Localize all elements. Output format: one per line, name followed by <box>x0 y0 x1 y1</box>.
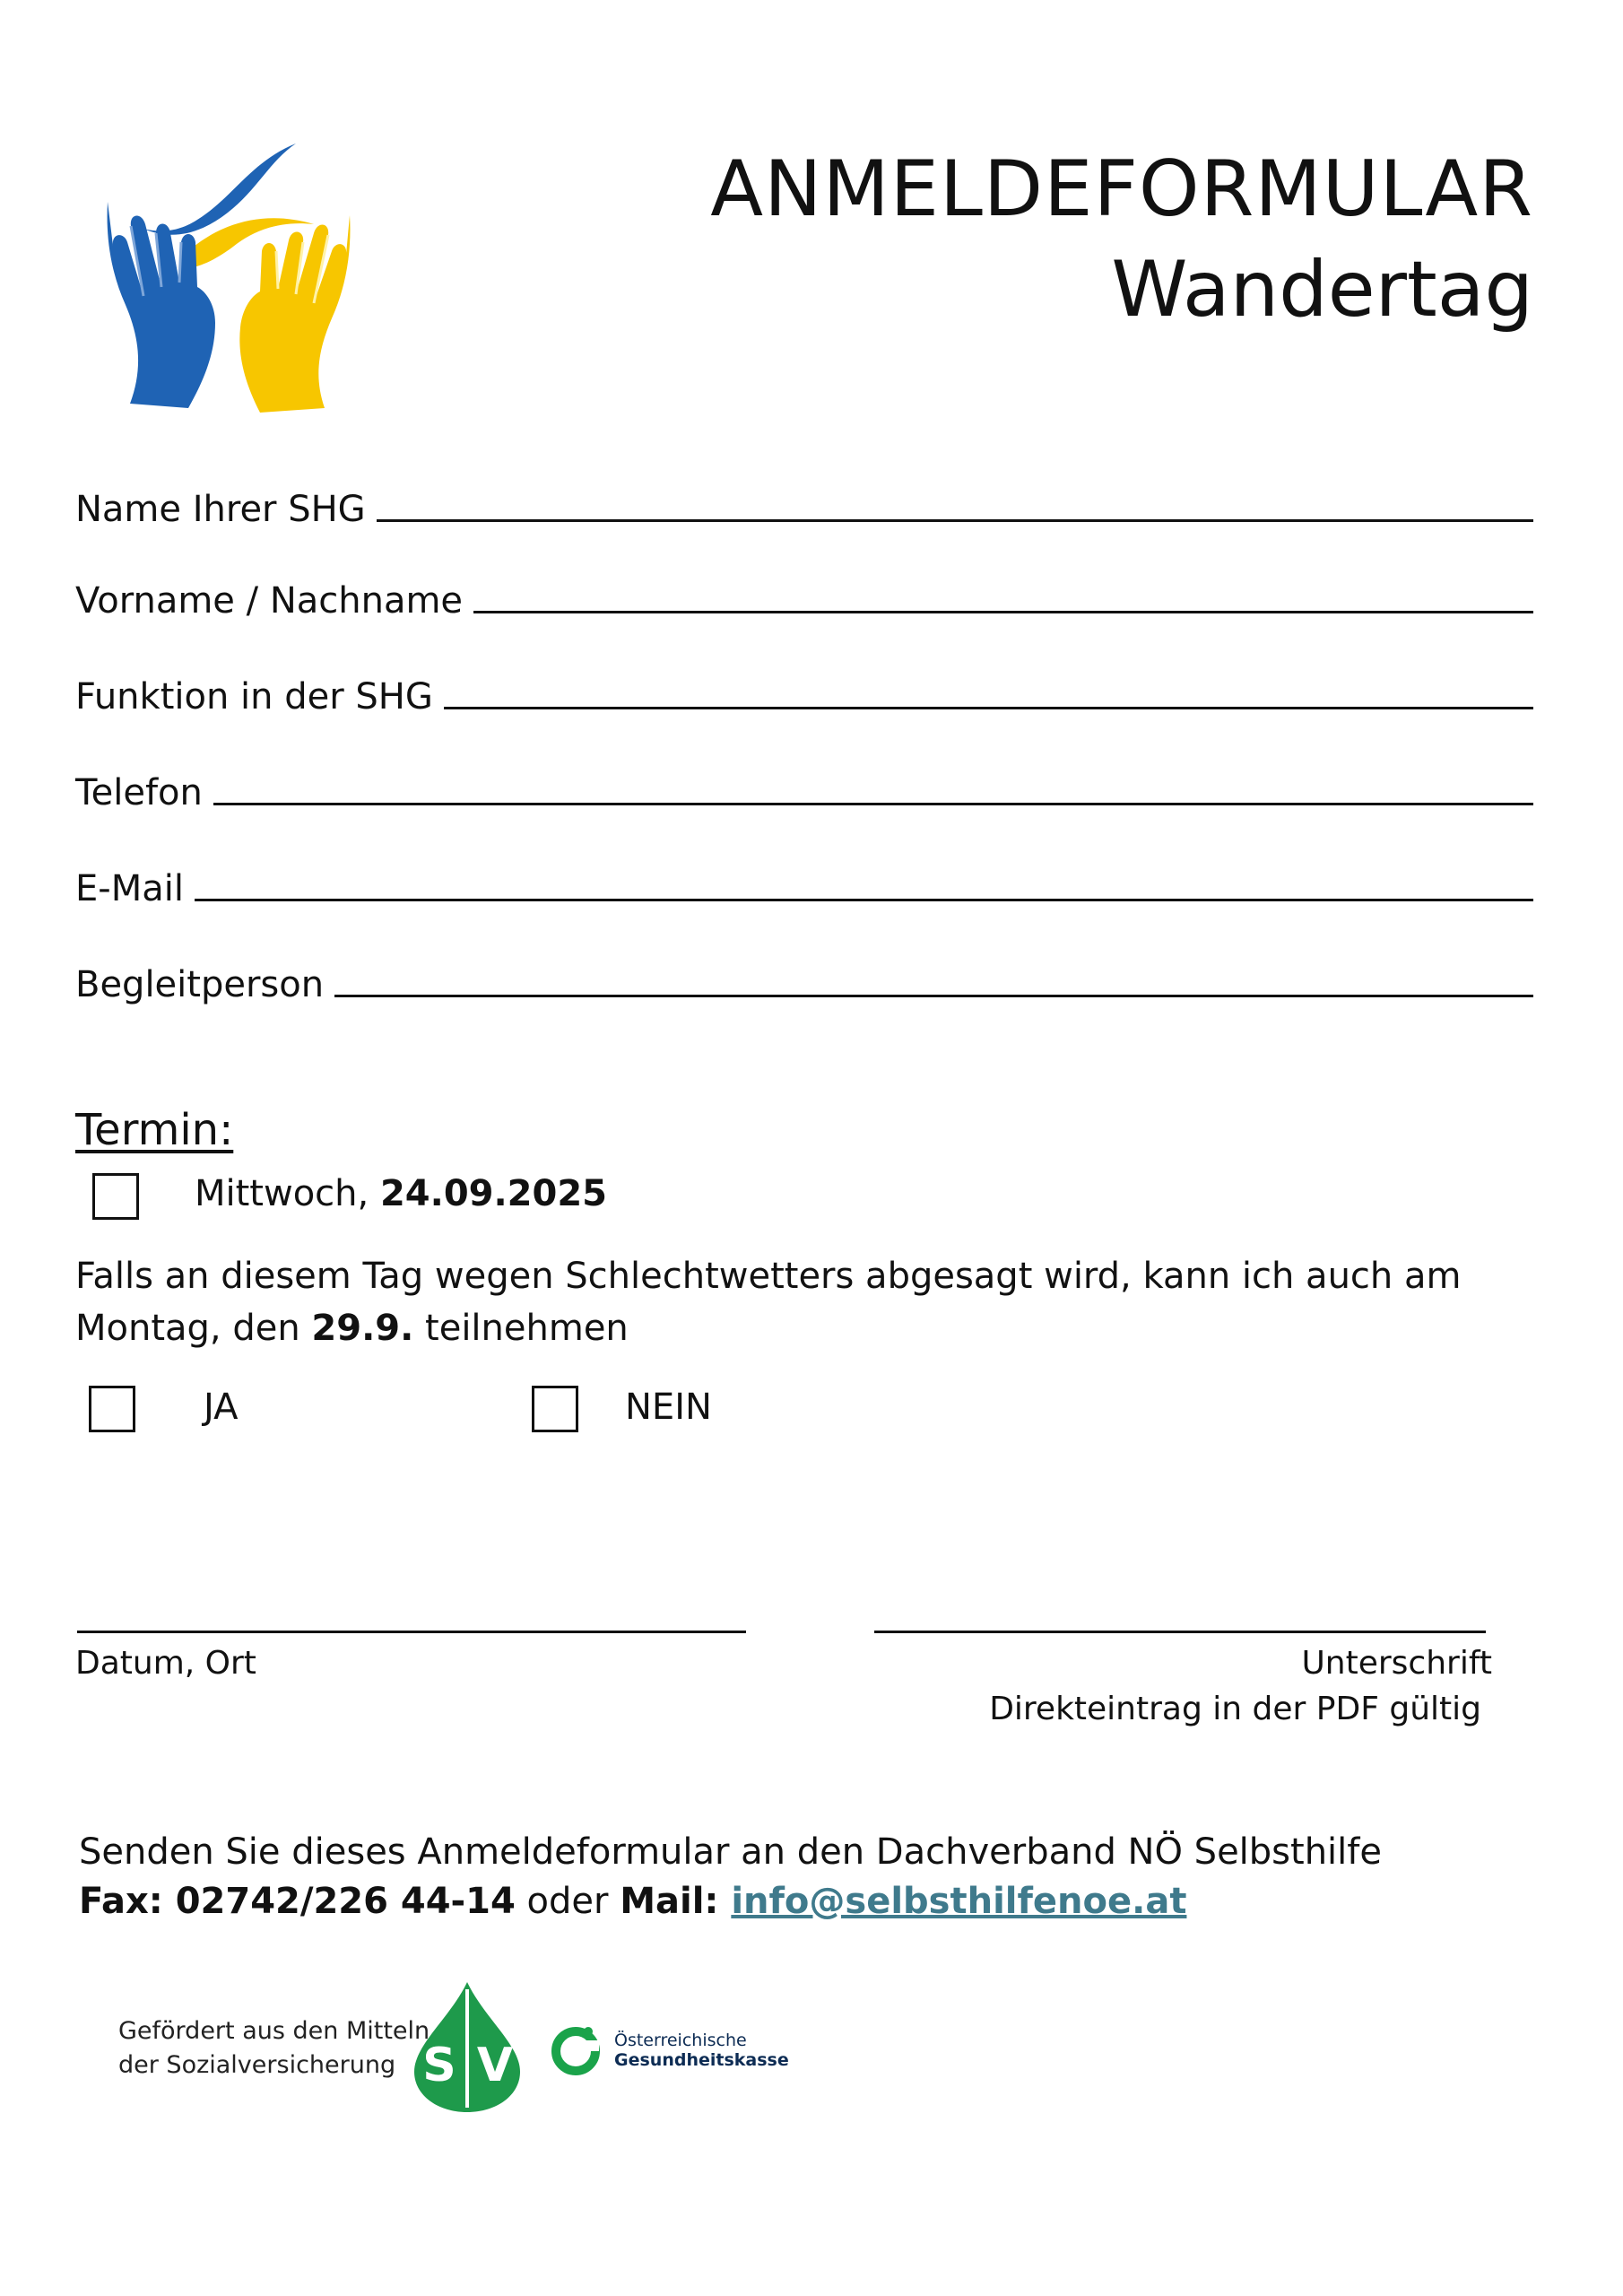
fallback-part1: Falls an diesem Tag wegen Schlechtwetters abgesagt wird, kann ich auch am Montag, den <box>75 1256 1462 1349</box>
signature-label: Unterschrift <box>1301 1645 1492 1682</box>
form-subtitle: Wandertag <box>1111 245 1533 335</box>
field-function <box>75 663 1533 718</box>
fallback-part2: teilnehmen <box>413 1308 629 1349</box>
date-option-label <box>195 1173 607 1214</box>
no-checkbox[interactable] <box>532 1386 578 1432</box>
hands-logo-icon <box>90 135 368 422</box>
date-place-line[interactable] <box>77 1631 746 1633</box>
selbsthilfe-logo <box>90 135 368 422</box>
or-text: oder <box>515 1881 621 1922</box>
field-phone <box>75 759 1533 814</box>
sv-logo <box>414 1982 520 2112</box>
sv-letter-s: S <box>422 2039 456 2092</box>
signature-line[interactable] <box>874 1631 1486 1633</box>
termin-heading: Termin: <box>75 1105 234 1155</box>
field-label: Telefon <box>75 772 203 813</box>
field-companion <box>75 951 1533 1006</box>
funding-line: der Sozialversicherung <box>118 2051 396 2079</box>
ogk-line2: Gesundheitskasse <box>614 2050 789 2070</box>
email-link[interactable]: info@selbsthilfenoe.at <box>731 1881 1187 1922</box>
no-label: NEIN <box>625 1387 712 1428</box>
mail-label: Mail: <box>620 1881 732 1922</box>
full-name-input-line[interactable] <box>473 611 1533 613</box>
ogk-name <box>614 2031 789 2070</box>
field-email <box>75 855 1533 910</box>
send-instruction: Senden Sie dieses Anmeldeformular an den Dachverband NÖ Selbsthilfe <box>79 1831 1382 1873</box>
field-shg-name <box>75 475 1533 531</box>
date-value: 24.09.2025 <box>379 1173 607 1214</box>
pdf-note: Direkteintrag in der PDF gültig <box>989 1691 1481 1727</box>
field-label: E-Mail <box>75 868 184 909</box>
ogk-logo <box>549 2022 603 2076</box>
field-full-name <box>75 567 1533 622</box>
fallback-date: 29.9. <box>311 1308 414 1349</box>
funding-note <box>118 2014 430 2083</box>
fax-label: Fax: 02742/226 44-14 <box>79 1881 516 1922</box>
function-input-line[interactable] <box>444 707 1533 709</box>
companion-input-line[interactable] <box>334 995 1533 997</box>
field-label: Name Ihrer SHG <box>75 489 366 530</box>
contact-line <box>79 1881 1186 1922</box>
email-input-line[interactable] <box>195 899 1533 901</box>
phone-input-line[interactable] <box>213 803 1533 805</box>
funding-line: Gefördert aus den Mitteln <box>118 2017 430 2045</box>
field-label: Funktion in der SHG <box>75 676 433 718</box>
date-checkbox[interactable] <box>92 1173 139 1220</box>
yes-label: JA <box>204 1387 239 1428</box>
yes-checkbox[interactable] <box>89 1386 135 1432</box>
ogk-ring-icon <box>549 2022 603 2076</box>
field-label: Begleitperson <box>75 964 325 1005</box>
ogk-line1: Österreichische <box>614 2031 747 2050</box>
field-label: Vorname / Nachname <box>75 580 464 622</box>
fallback-text <box>75 1250 1546 1354</box>
shg-name-input-line[interactable] <box>377 519 1533 522</box>
form-title: ANMELDEFORMULAR <box>710 144 1533 234</box>
sv-letter-v: V <box>476 2039 514 2092</box>
sv-drop-icon <box>414 1982 520 2112</box>
date-weekday: Mittwoch, <box>195 1173 380 1214</box>
date-place-label: Datum, Ort <box>75 1645 256 1682</box>
